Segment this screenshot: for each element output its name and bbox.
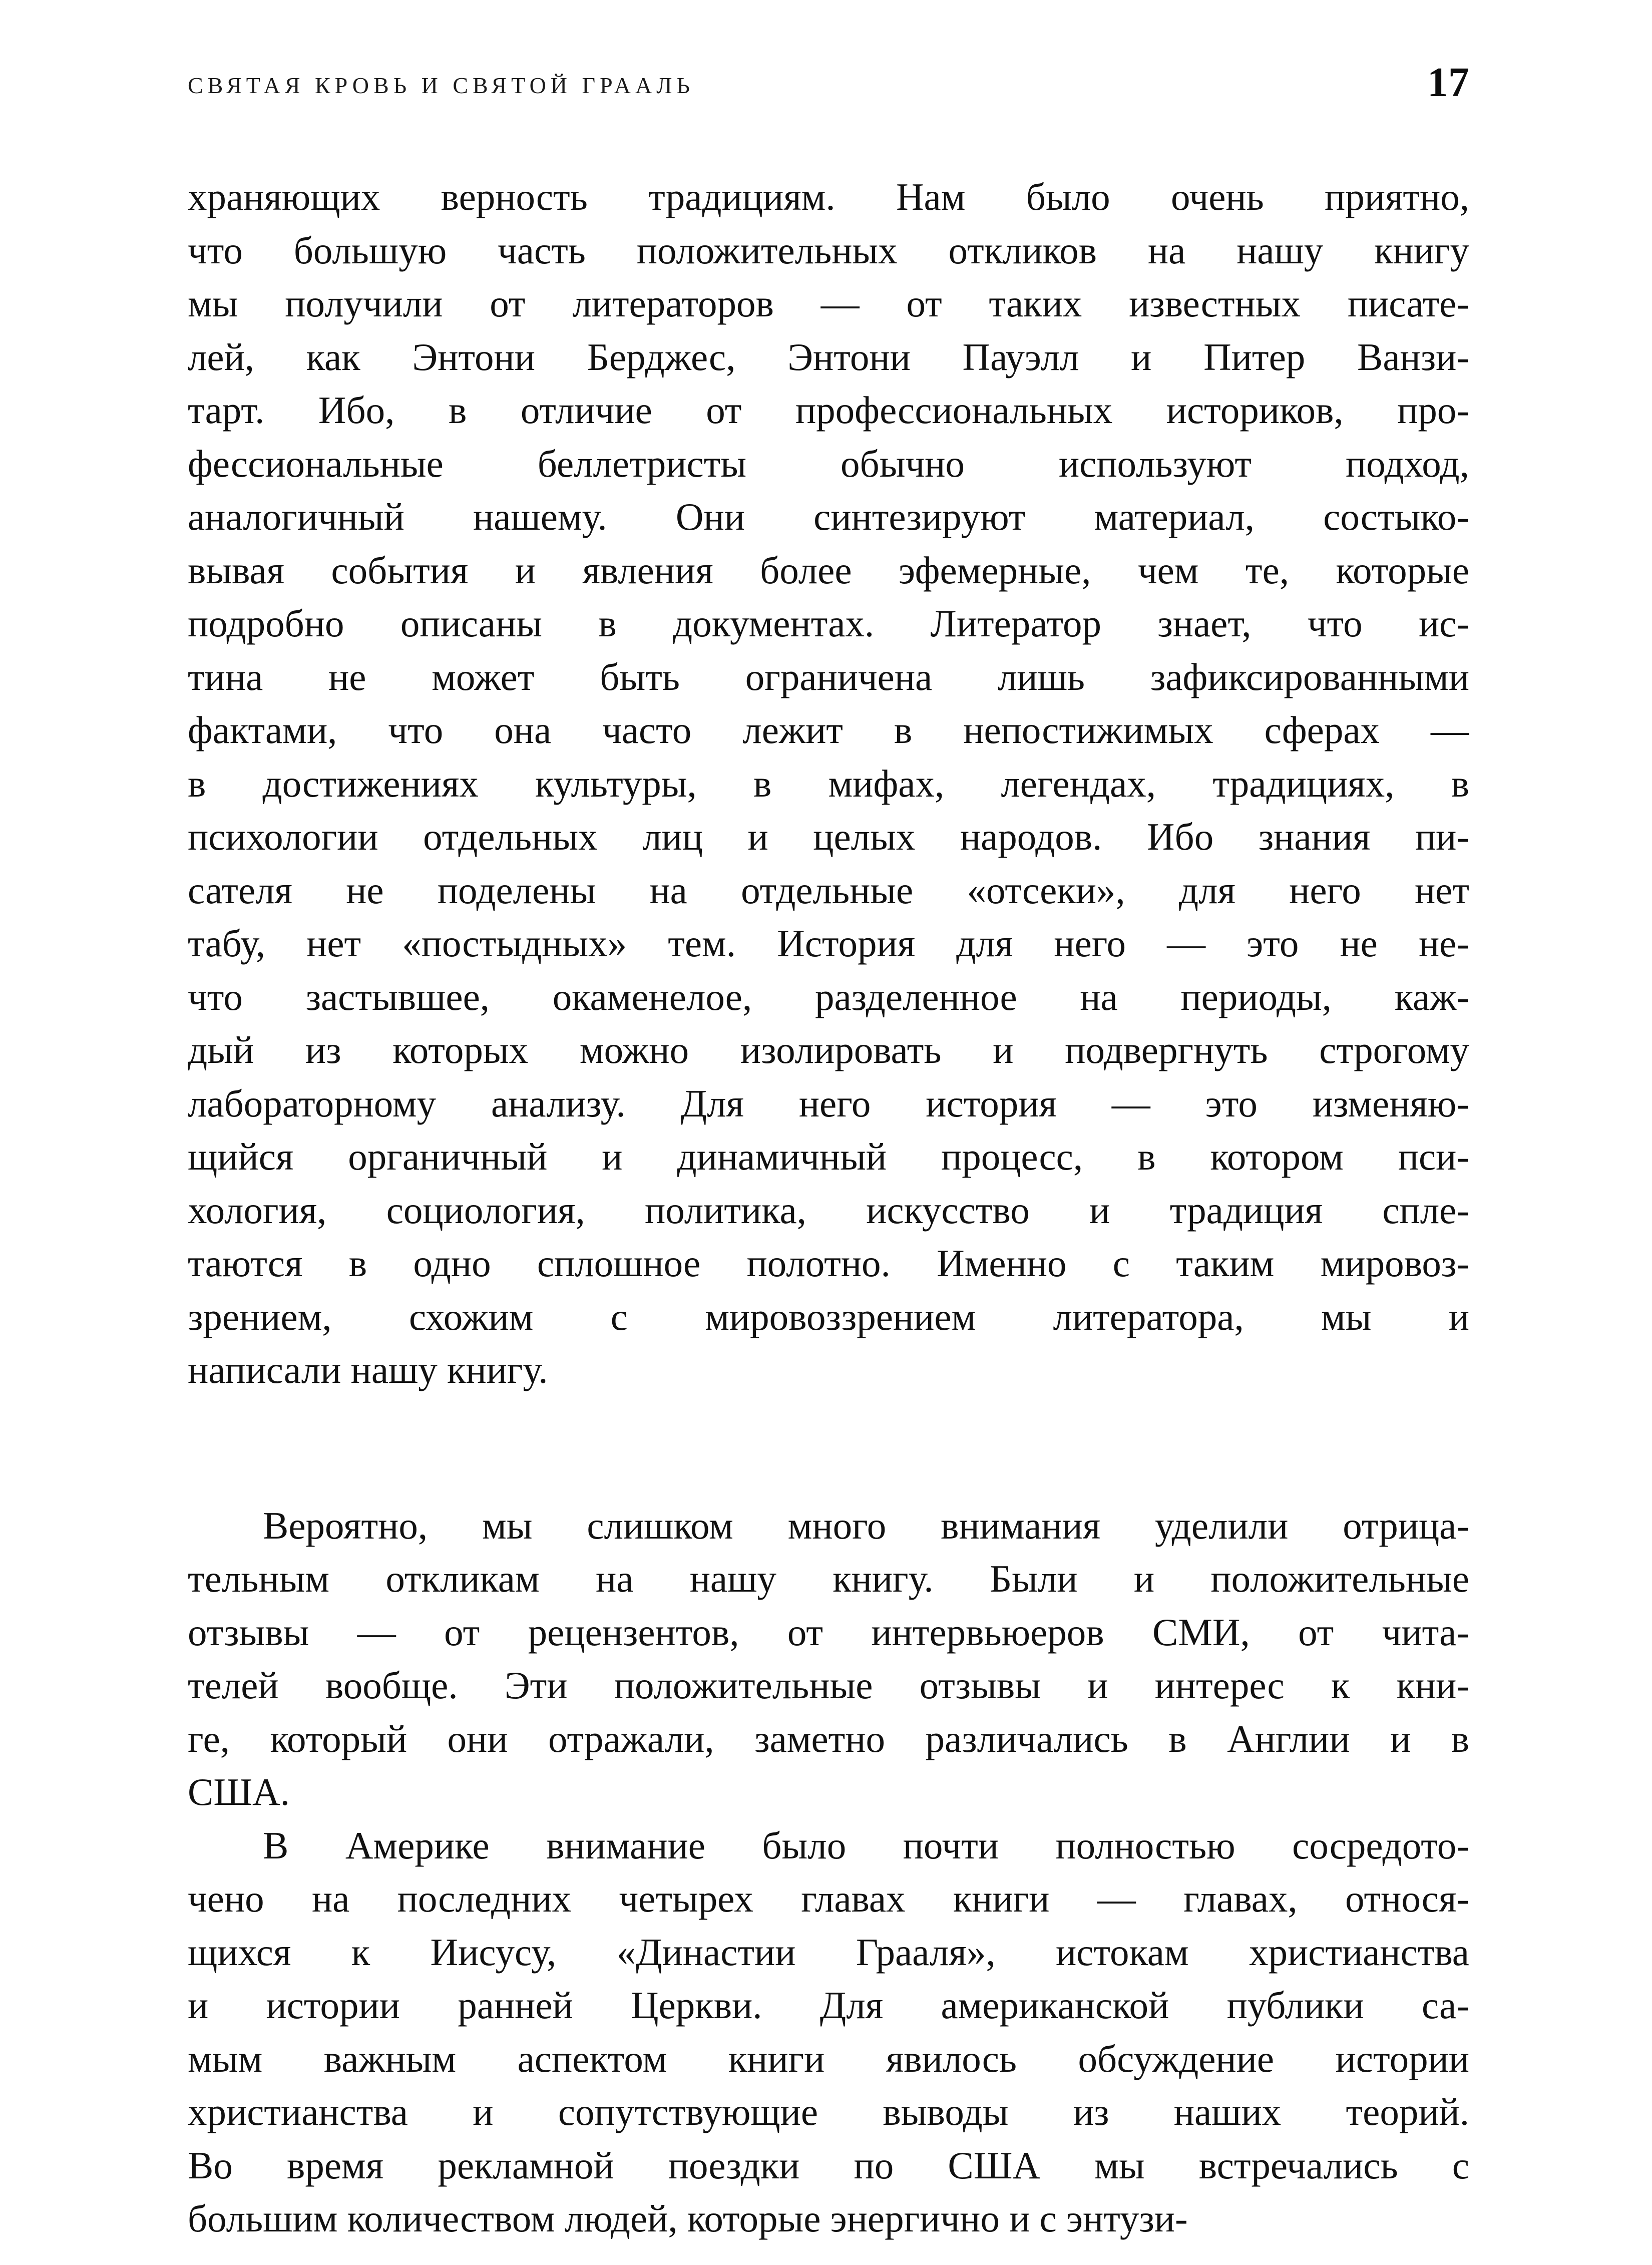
text-line: щихся к Иисусу, «Династии Грааля», истокам христианства bbox=[188, 1930, 1469, 1974]
text-line: тельным откликам на нашу книгу. Были и положительные bbox=[188, 1557, 1469, 1600]
paragraph-1 bbox=[188, 170, 1469, 1397]
text-line: отзывы — от рецензентов, от интервьюеров СМИ, от чита- bbox=[188, 1610, 1469, 1654]
text-line: тарт. Ибо, в отличие от профессиональных историков, про- bbox=[188, 389, 1469, 432]
text-line: что застывшее, окаменелое, разделенное на периоды, каж- bbox=[188, 975, 1469, 1018]
text-line: мы получили от литераторов — от таких известных писате- bbox=[188, 282, 1469, 325]
text-line: Во время рекламной поездки по США мы встречались с bbox=[188, 2143, 1469, 2187]
section-gap bbox=[188, 1397, 1469, 1499]
text-line: фактами, что она часто лежит в непостижимых сферах — bbox=[188, 708, 1469, 751]
text-line: таются в одно сплошное полотно. Именно с таким мировоз- bbox=[188, 1242, 1469, 1285]
text-line: лабораторному анализу. Для него история — это изменяю- bbox=[188, 1081, 1469, 1125]
running-head bbox=[188, 55, 1469, 110]
text-line: что большую часть положительных откликов на нашу книгу bbox=[188, 228, 1469, 272]
text-line: хология, социология, политика, искусство и традиция спле- bbox=[188, 1188, 1469, 1232]
text-line: тина не может быть ограничена лишь зафиксированными bbox=[188, 655, 1469, 698]
text-line: телей вообще. Эти положительные отзывы и интерес к кни- bbox=[188, 1664, 1469, 1707]
text-line: аналогичный нашему. Они синтезируют материал, состыко- bbox=[188, 495, 1469, 538]
text-line: ге, который они отражали, заметно различались в Англии и в bbox=[188, 1717, 1469, 1760]
text-line: большим количеством людей, которые энергично и с энтузи- bbox=[188, 2197, 1188, 2240]
text-line: США. bbox=[188, 1770, 290, 1813]
text-line: в достижениях культуры, в мифах, легендах, традициях, в bbox=[188, 762, 1469, 805]
text-line: зрением, схожим с мировоззрением литератора, мы и bbox=[188, 1295, 1469, 1338]
text-line: дый из которых можно изолировать и подвергнуть строгому bbox=[188, 1028, 1469, 1071]
text-line: сателя не поделены на отдельные «отсеки», для него нет bbox=[188, 868, 1469, 912]
book-page bbox=[188, 55, 1469, 2240]
text-line: чено на последних четырех главах книги — главах, относя- bbox=[188, 1877, 1469, 1920]
text-line: Вероятно, мы слишком много внимания уделили отрица- bbox=[263, 1503, 1469, 1547]
text-line: психологии отдельных лиц и целых народов. Ибо знания пи- bbox=[188, 815, 1469, 858]
text-line: фессиональные беллетристы обычно используют подход, bbox=[188, 442, 1469, 485]
text-line: вывая события и явления более эфемерные, чем те, которые bbox=[188, 548, 1469, 592]
text-line: В Америке внимание было почти полностью сосредото- bbox=[263, 1823, 1469, 1867]
text-line: и истории ранней Церкви. Для американской публики са- bbox=[188, 1984, 1469, 2027]
body-text bbox=[188, 170, 1469, 2245]
text-line: христианства и сопутствующие выводы из наших теорий. bbox=[188, 2090, 1469, 2133]
paragraph-3 bbox=[188, 1819, 1469, 2245]
text-line: щийся органичный и динамичный процесс, в котором пси- bbox=[188, 1135, 1469, 1178]
text-line: храняющих верность традициям. Нам было очень приятно, bbox=[188, 175, 1469, 218]
paragraph-2 bbox=[188, 1499, 1469, 1819]
text-line: подробно описаны в документах. Литератор знает, что ис- bbox=[188, 602, 1469, 645]
text-line: табу, нет «постыдных» тем. История для него — это не не- bbox=[188, 922, 1469, 965]
text-line: лей, как Энтони Берджес, Энтони Пауэлл и Питер Ванзи- bbox=[188, 335, 1469, 379]
running-title: СВЯТАЯ КРОВЬ И СВЯТОЙ ГРААЛЬ bbox=[188, 73, 694, 98]
page-number: 17 bbox=[1427, 59, 1469, 106]
text-line: мым важным аспектом книги явилось обсуждение истории bbox=[188, 2037, 1469, 2080]
text-line: написали нашу книгу. bbox=[188, 1348, 548, 1391]
